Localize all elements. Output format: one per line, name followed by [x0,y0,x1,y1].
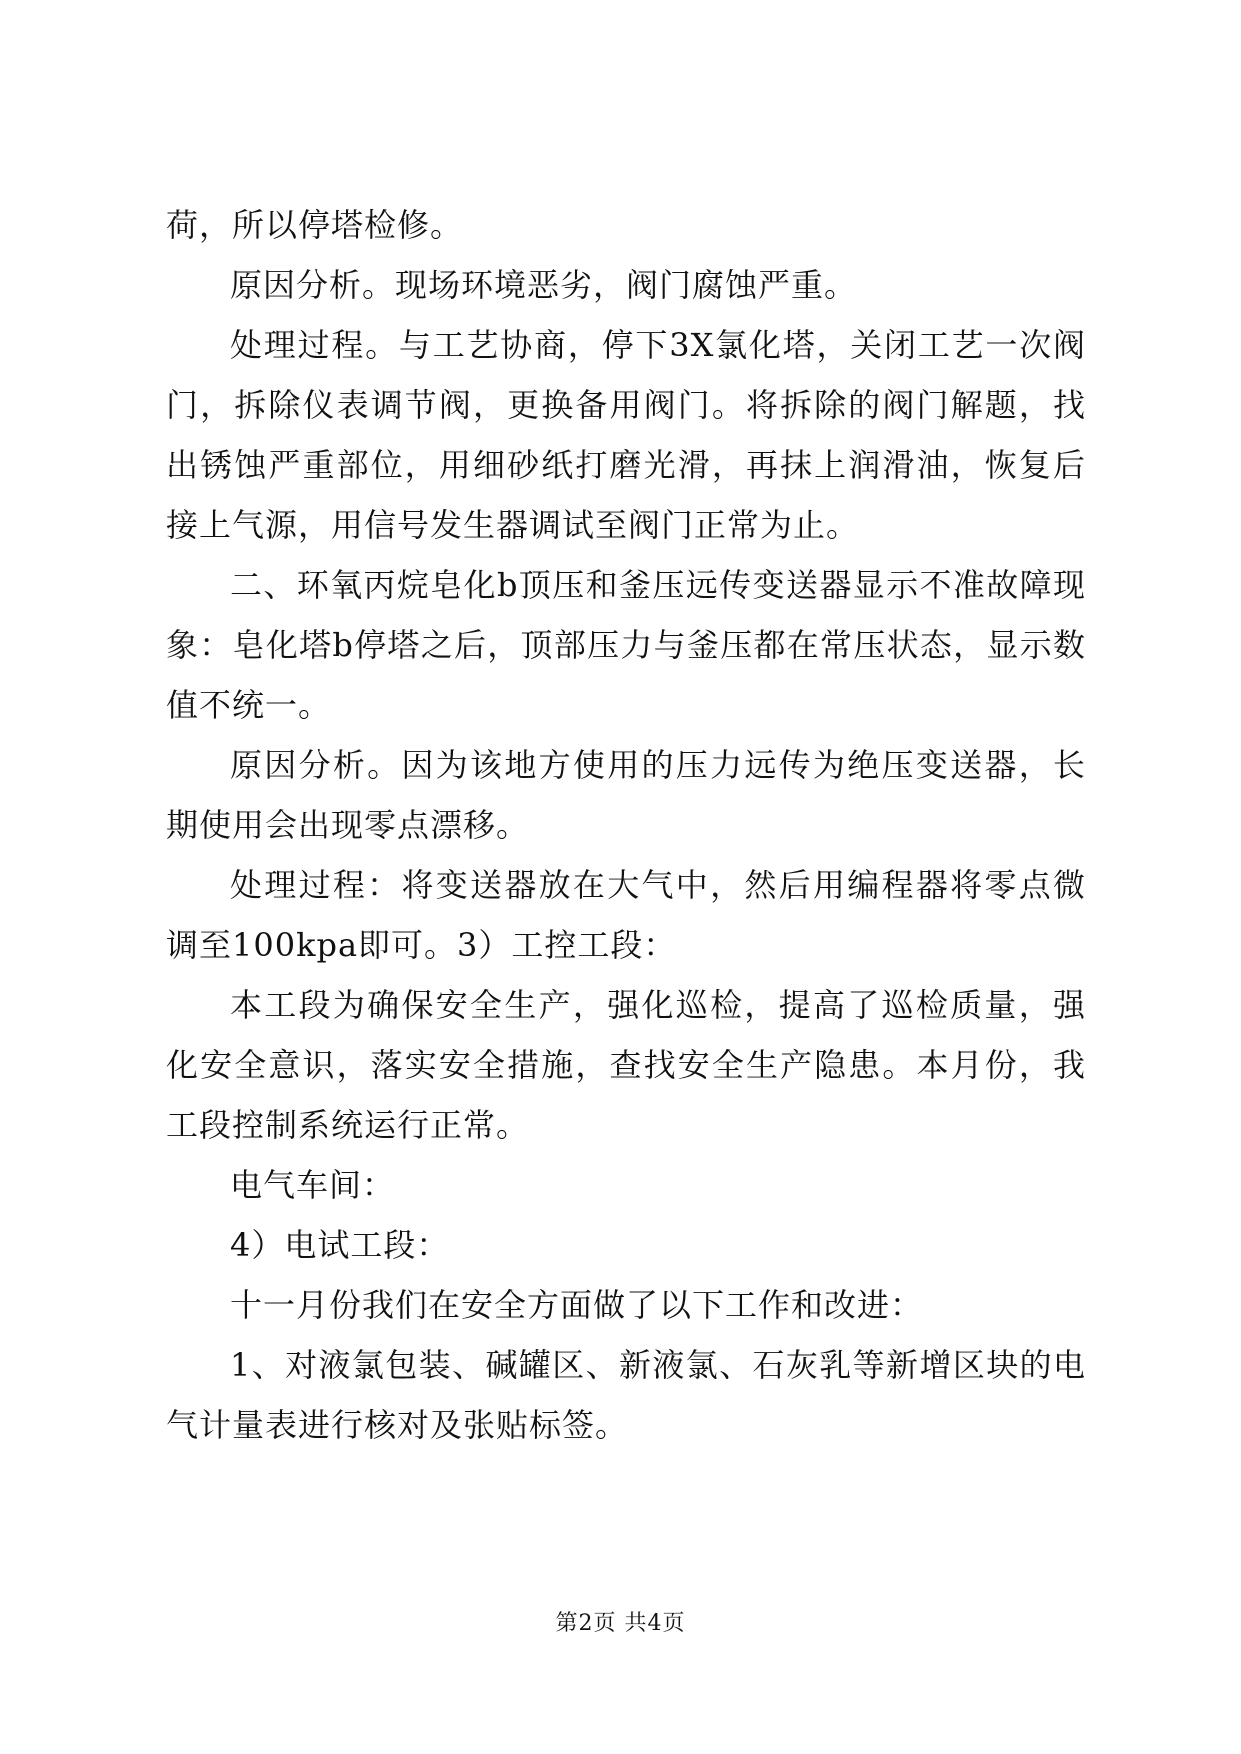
paragraph-november-safety: 十一月份我们在安全方面做了以下工作和改进： [230,1286,924,1324]
page-number-footer: 第2页 共4页 [555,1611,686,1636]
heading-electrical-workshop: 电气车间： [230,1166,396,1204]
heading-electrical-test-section: 4）电试工段： [230,1226,450,1264]
paragraph-process-2: 处理过程：将变送器放在大气中，然后用编程器将零点微调至100kpa即可。3）工控工段： [166,866,1086,964]
paragraph-process-1: 处理过程。与工艺协商，停下3X氯化塔，关闭工艺一次阀门，拆除仪表调节阀，更换备用阀门。将拆除的阀门解题，找出锈蚀严重部位，用细砂纸打磨光滑，再抹上润滑油，恢复后接上气源，用信号发生器调试至阀门正常为止。 [166,326,1086,544]
document-body [166,195,1086,1455]
paragraph-cause-analysis-2: 原因分析。因为该地方使用的压力远传为绝压变送器，长期使用会出现零点漂移。 [166,746,1086,844]
paragraph-continuation: 荷，所以停塔检修。 [166,206,464,244]
paragraph-fault-2: 二、环氧丙烷皂化b顶压和釜压远传变送器显示不准故障现象：皂化塔b停塔之后，顶部压力与釜压都在常压状态，显示数值不统一。 [166,566,1086,724]
paragraph-cause-analysis-1: 原因分析。现场环境恶劣，阀门腐蚀严重。 [230,266,858,304]
paragraph-control-section: 本工段为确保安全生产，强化巡检，提高了巡检质量，强化安全意识，落实安全措施，查找安全生产隐患。本月份，我工段控制系统运行正常。 [166,986,1086,1144]
paragraph-item-1: 1、对液氯包装、碱罐区、新液氯、石灰乳等新增区块的电气计量表进行核对及张贴标签。 [166,1346,1086,1444]
